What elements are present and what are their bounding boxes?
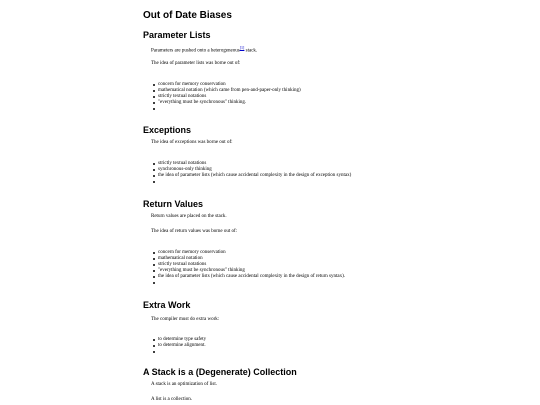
params-intro-tail: stack. [244,48,258,54]
list-item: to determine type safety [151,337,206,343]
list-item: to determine alignment. [151,343,206,349]
list-item: strictly textual notations [151,262,345,268]
exceptions-lead: The idea of exceptions was borne out of: [151,140,233,145]
list-item: concern for memory conservation [151,250,345,256]
params-lead: The idea of parameter lists was borne out of: [151,61,241,66]
list-item: the idea of parameter lists (which cause accidental complexity in the design of return syntax). [151,274,345,280]
returns-intro: Return values are placed on the stack. [151,214,227,219]
params-intro [151,45,257,55]
list-item [151,280,345,286]
returns-list [151,250,345,286]
list-item: strictly textual notations [151,161,351,167]
params-intro-text: Parameters are pushed onto a heterogeneous [151,48,240,54]
page-title: Out of Date Biases [143,10,232,21]
extra-lead: The compiler must do extra work: [151,317,220,322]
stack-line-1: A stack is an optimization of list. [151,382,217,387]
exceptions-list [151,161,351,185]
returns-lead: The idea of return values was borne out of: [151,229,238,234]
list-item: "everything must be synchronous" thinking [151,268,345,274]
section-heading-parameter-lists: Parameter Lists [143,30,211,40]
list-item: strictly textual notations [151,94,301,100]
stack-line-2: A list is a collection. [151,397,192,402]
params-list [151,82,301,112]
list-item [151,106,301,112]
footnote-link[interactable]: [1] [239,45,245,50]
extra-list [151,337,206,355]
list-item: synchronous-only thinking [151,167,351,173]
section-heading-return-values: Return Values [143,199,204,209]
list-item: "everything must be synchronous" thinking. [151,100,301,106]
section-heading-exceptions: Exceptions [143,125,192,135]
list-item: mathematical notation [151,256,345,262]
list-item [151,349,206,355]
section-heading-stack-collection: A Stack is a (Degenerate) Collection [143,367,297,377]
list-item [151,179,351,185]
list-item: concern for memory conservation [151,82,301,88]
list-item: the idea of parameter lists (which cause accidental complexity in the design of exception syntax) [151,173,351,179]
list-item: mathematical notation (which came from pen-and-paper-only thinking) [151,88,301,94]
section-heading-extra-work: Extra Work [143,300,191,310]
